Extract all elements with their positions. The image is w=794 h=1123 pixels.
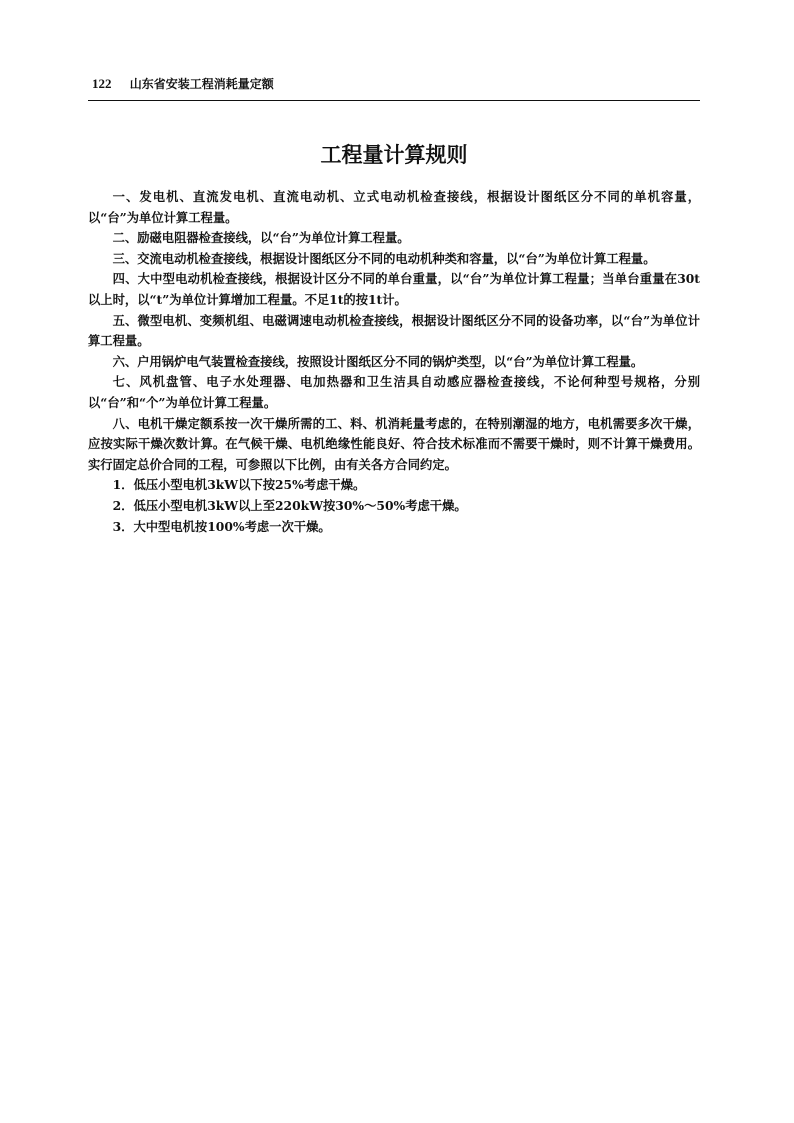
paragraph-8: 八、电机干燥定额系按一次干燥所需的工、料、机消耗量考虑的，在特别潮湿的地方，电机需要多次干燥，应按实际干燥次数计算。在气候干燥、电机绝缘性能良好、符合技术标准而不需要干燥时，则不计算干燥费用。实行固定总价合同的工程，可参照以下比例，由有关各方合同约定。 bbox=[88, 415, 700, 472]
body-text bbox=[88, 187, 700, 537]
list-item-1: 1．低压小型电机3kW以下按25%考虑干燥。 bbox=[112, 477, 366, 493]
paragraph-1: 一、发电机、直流发电机、直流电动机、立式电动机检查接线，根据设计图纸区分不同的单机容量，以“台”为单位计算工程量。 bbox=[88, 189, 700, 225]
page-number: 122 bbox=[92, 76, 112, 91]
paragraph-2: 二、励磁电阻器检查接线，以“台”为单位计算工程量。 bbox=[112, 230, 410, 246]
book-title: 山东省安装工程消耗量定额 bbox=[129, 77, 274, 91]
paragraph-3: 三、交流电动机检查接线，根据设计图纸区分不同的电动机种类和容量，以“台”为单位计算工程量。 bbox=[112, 250, 656, 266]
paragraph-5: 五、微型电机、变频机组、电磁调速电动机检查接线，根据设计图纸区分不同的设备功率，以“台”为单位计算工程量。 bbox=[88, 312, 700, 349]
running-header bbox=[92, 76, 700, 98]
paragraph-6: 六、户用锅炉电气装置检查接线，按照设计图纸区分不同的锅炉类型，以“台”为单位计算工程量。 bbox=[112, 353, 644, 369]
section-title: 工程量计算规则 bbox=[320, 143, 468, 167]
paragraph-7: 七、风机盘管、电子水处理器、电加热器和卫生洁具自动感应器检查接线，不论何种型号规格，分别以“台”和“个”为单位计算工程量。 bbox=[88, 374, 700, 410]
header-rule bbox=[88, 100, 700, 101]
paragraph-4: 四、大中型电动机检查接线，根据设计区分不同的单台重量，以“台”为单位计算工程量；当单台重量在30t以上时，以“t”为单位计算增加工程量。不足1t的按1t计。 bbox=[88, 271, 700, 307]
list-item-3: 3．大中型电机按100%考虑一次干燥。 bbox=[112, 518, 331, 534]
list-item-2: 2．低压小型电机3kW以上至220kW按30%～50%考虑干燥。 bbox=[112, 497, 467, 513]
